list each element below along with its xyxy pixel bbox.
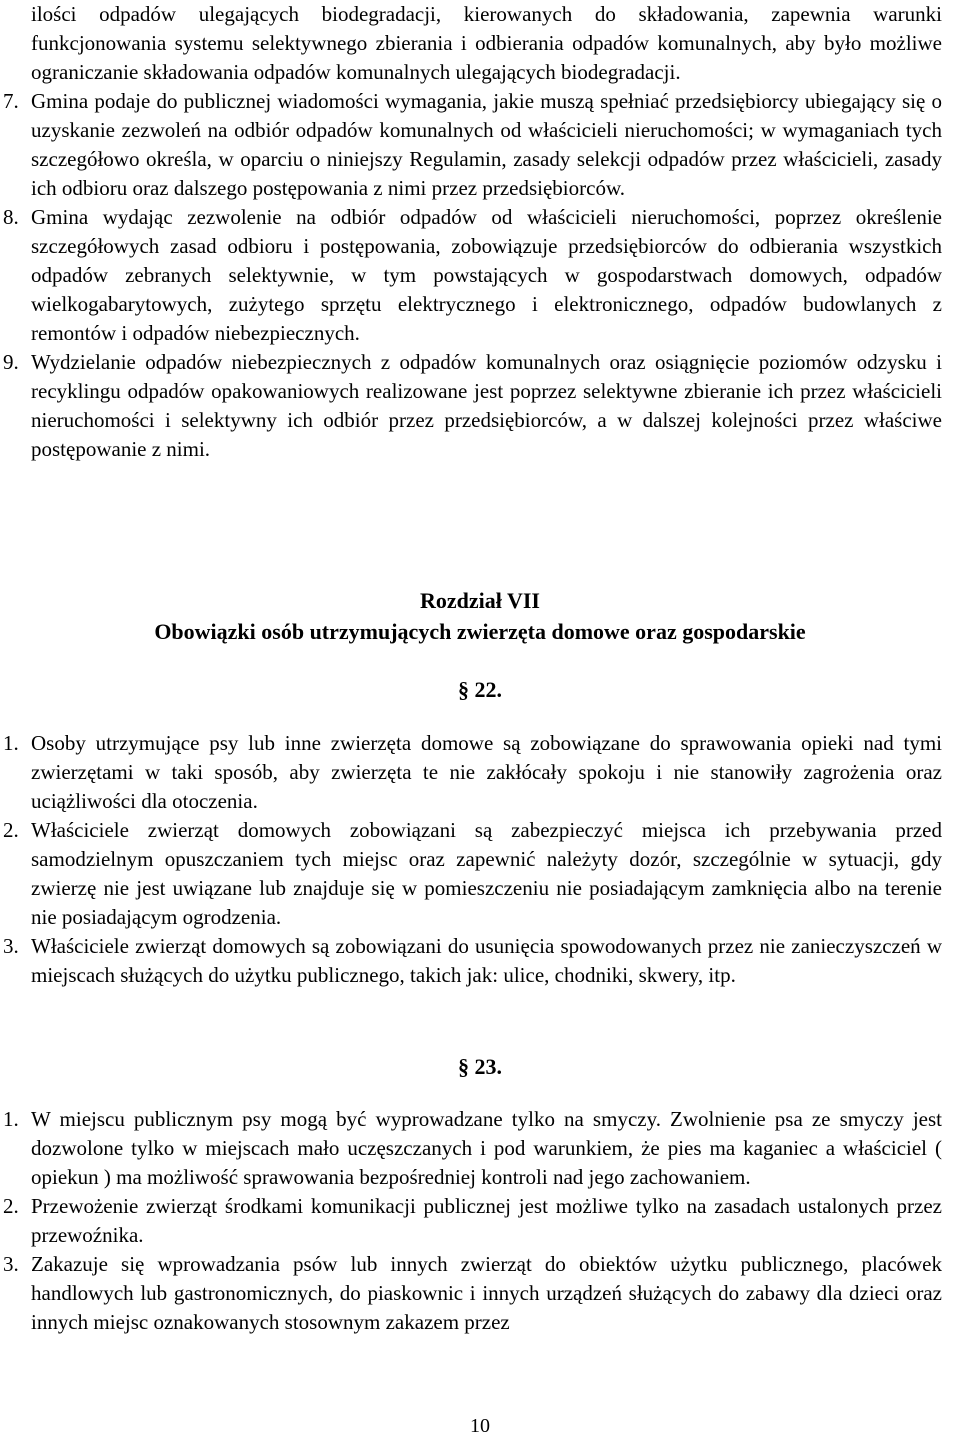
list-item-continuation	[0, 0, 960, 87]
page-number: 10	[470, 1415, 490, 1437]
section-23-list	[0, 1105, 960, 1337]
section-mark-23: § 23.	[458, 1054, 502, 1079]
chapter-subtitle: Obowiązki osób utrzymujących zwierzęta domowe oraz gospodarskie	[154, 619, 806, 644]
list-item-number: 9.	[3, 350, 19, 374]
list-item	[0, 348, 960, 464]
list-item	[0, 1105, 960, 1192]
list-item-text: ilości odpadów ulegających biodegradacji, kierowanych do składowania, zapewnia warunki funkcjonowania systemu selektywnego zbierania i odbierania odpadów komunalnych, aby było możliwe ograniczanie składowania odpadów komunalnych ulegających biodegradacji.	[31, 2, 942, 84]
section-mark-22: § 22.	[458, 677, 502, 702]
list-item-text: Właściciele zwierząt domowych są zobowiązani do usunięcia spowodowanych przez nie zanieczyszczeń w miejscach służących do użytku publicznego, takich jak: ulice, chodniki, skwery, itp.	[31, 934, 942, 987]
list-item-text: Osoby utrzymujące psy lub inne zwierzęta domowe są zobowiązane do sprawowania opieki nad tymi zwierzętami w taki sposób, aby zwierzęta te nie zakłócały spokoju i nie stanowiły zagrożenia oraz uciążliwości dla otoczenia.	[31, 731, 942, 813]
list-item	[0, 87, 960, 203]
section-22-list	[0, 729, 960, 990]
list-item-number: 3.	[3, 1252, 19, 1276]
chapter-title: Rozdział VII	[420, 588, 540, 613]
list-item-number: 2.	[3, 1194, 19, 1218]
list-item	[0, 932, 960, 990]
list-item-text: Przewożenie zwierząt środkami komunikacji publicznej jest możliwe tylko na zasadach ustalonych przez przewoźnika.	[31, 1194, 942, 1247]
list-item	[0, 1192, 960, 1250]
list-item	[0, 203, 960, 348]
list-item-text: Wydzielanie odpadów niebezpiecznych z odpadów komunalnych oraz osiągnięcie poziomów odzysku i recyklingu odpadów opakowaniowych realizowane jest poprzez selektywne zbieranie ich przez właścicieli nieruchomości i selektywny ich odbiór przez przedsiębiorców, a w dalszej kolejności przez właściwe postępowanie z nimi.	[31, 350, 942, 461]
list-item-text: Zakazuje się wprowadzania psów lub innych zwierząt do obiektów użytku publicznego, placówek handlowych lub gastronomicznych, do piaskownic i innych urządzeń służących do zabawy dla dzieci oraz innych miejsc oznakowanych stosownym zakazem przez	[31, 1252, 942, 1334]
list-item-number: 3.	[3, 934, 19, 958]
list-item-number: 1.	[3, 1107, 19, 1131]
list-item-text: W miejscu publicznym psy mogą być wyprowadzane tylko na smyczy. Zwolnienie psa ze smyczy jest dozwolone tylko w miejscach mało uczęszczanych i pod warunkiem, że pies ma kaganiec a właściciel ( opiekun ) ma możliwość sprawowania bezpośredniej kontroli nad jego zachowaniem.	[31, 1107, 942, 1189]
list-item	[0, 816, 960, 932]
list-item	[0, 729, 960, 816]
list-item	[0, 1250, 960, 1337]
list-item-number: 2.	[3, 818, 19, 842]
list-item-number: 8.	[3, 205, 19, 229]
list-item-text: Właściciele zwierząt domowych zobowiązani są zabezpieczyć miejsca ich przebywania przed samodzielnym opuszczaniem tych miejsc oraz zapewnić należyty dozór, szczególnie w sytuacji, gdy zwierzę nie jest uwiązane lub znajduje się w pomieszczeniu nie posiadającym zamknięcia albo na terenie nie posiadającym ogrodzenia.	[31, 818, 942, 929]
list-item-number: 7.	[3, 89, 19, 113]
list-item-text: Gmina podaje do publicznej wiadomości wymagania, jakie muszą spełniać przedsiębiorcy ubiegający się o uzyskanie zezwoleń na odbiór odpadów komunalnych od właścicieli nieruchomości; w wymaganiach tych szczegółowo określa, w oparciu o niniejszy Regulamin, zasady selekcji odpadów przez właścicieli, zasady ich odbioru oraz dalszego postępowania z nimi przez przedsiębiorców.	[31, 89, 942, 200]
list-item-text: Gmina wydając zezwolenie na odbiór odpadów od właścicieli nieruchomości, poprzez określenie szczegółowych zasad odbioru i postępowania, zobowiązuje przedsiębiorców do odbierania wszystkich odpadów zebranych selektywnie, w tym powstających w gospodarstwach domowych, odpadów wielkogabarytowych, zużytego sprzętu elektrycznego i elektronicznego, odpadów budowlanych z remontów i odpadów niebezpiecznych.	[31, 205, 942, 345]
chapter-heading	[0, 585, 960, 647]
waste-obligations-list	[0, 0, 960, 464]
list-item-number: 1.	[3, 731, 19, 755]
